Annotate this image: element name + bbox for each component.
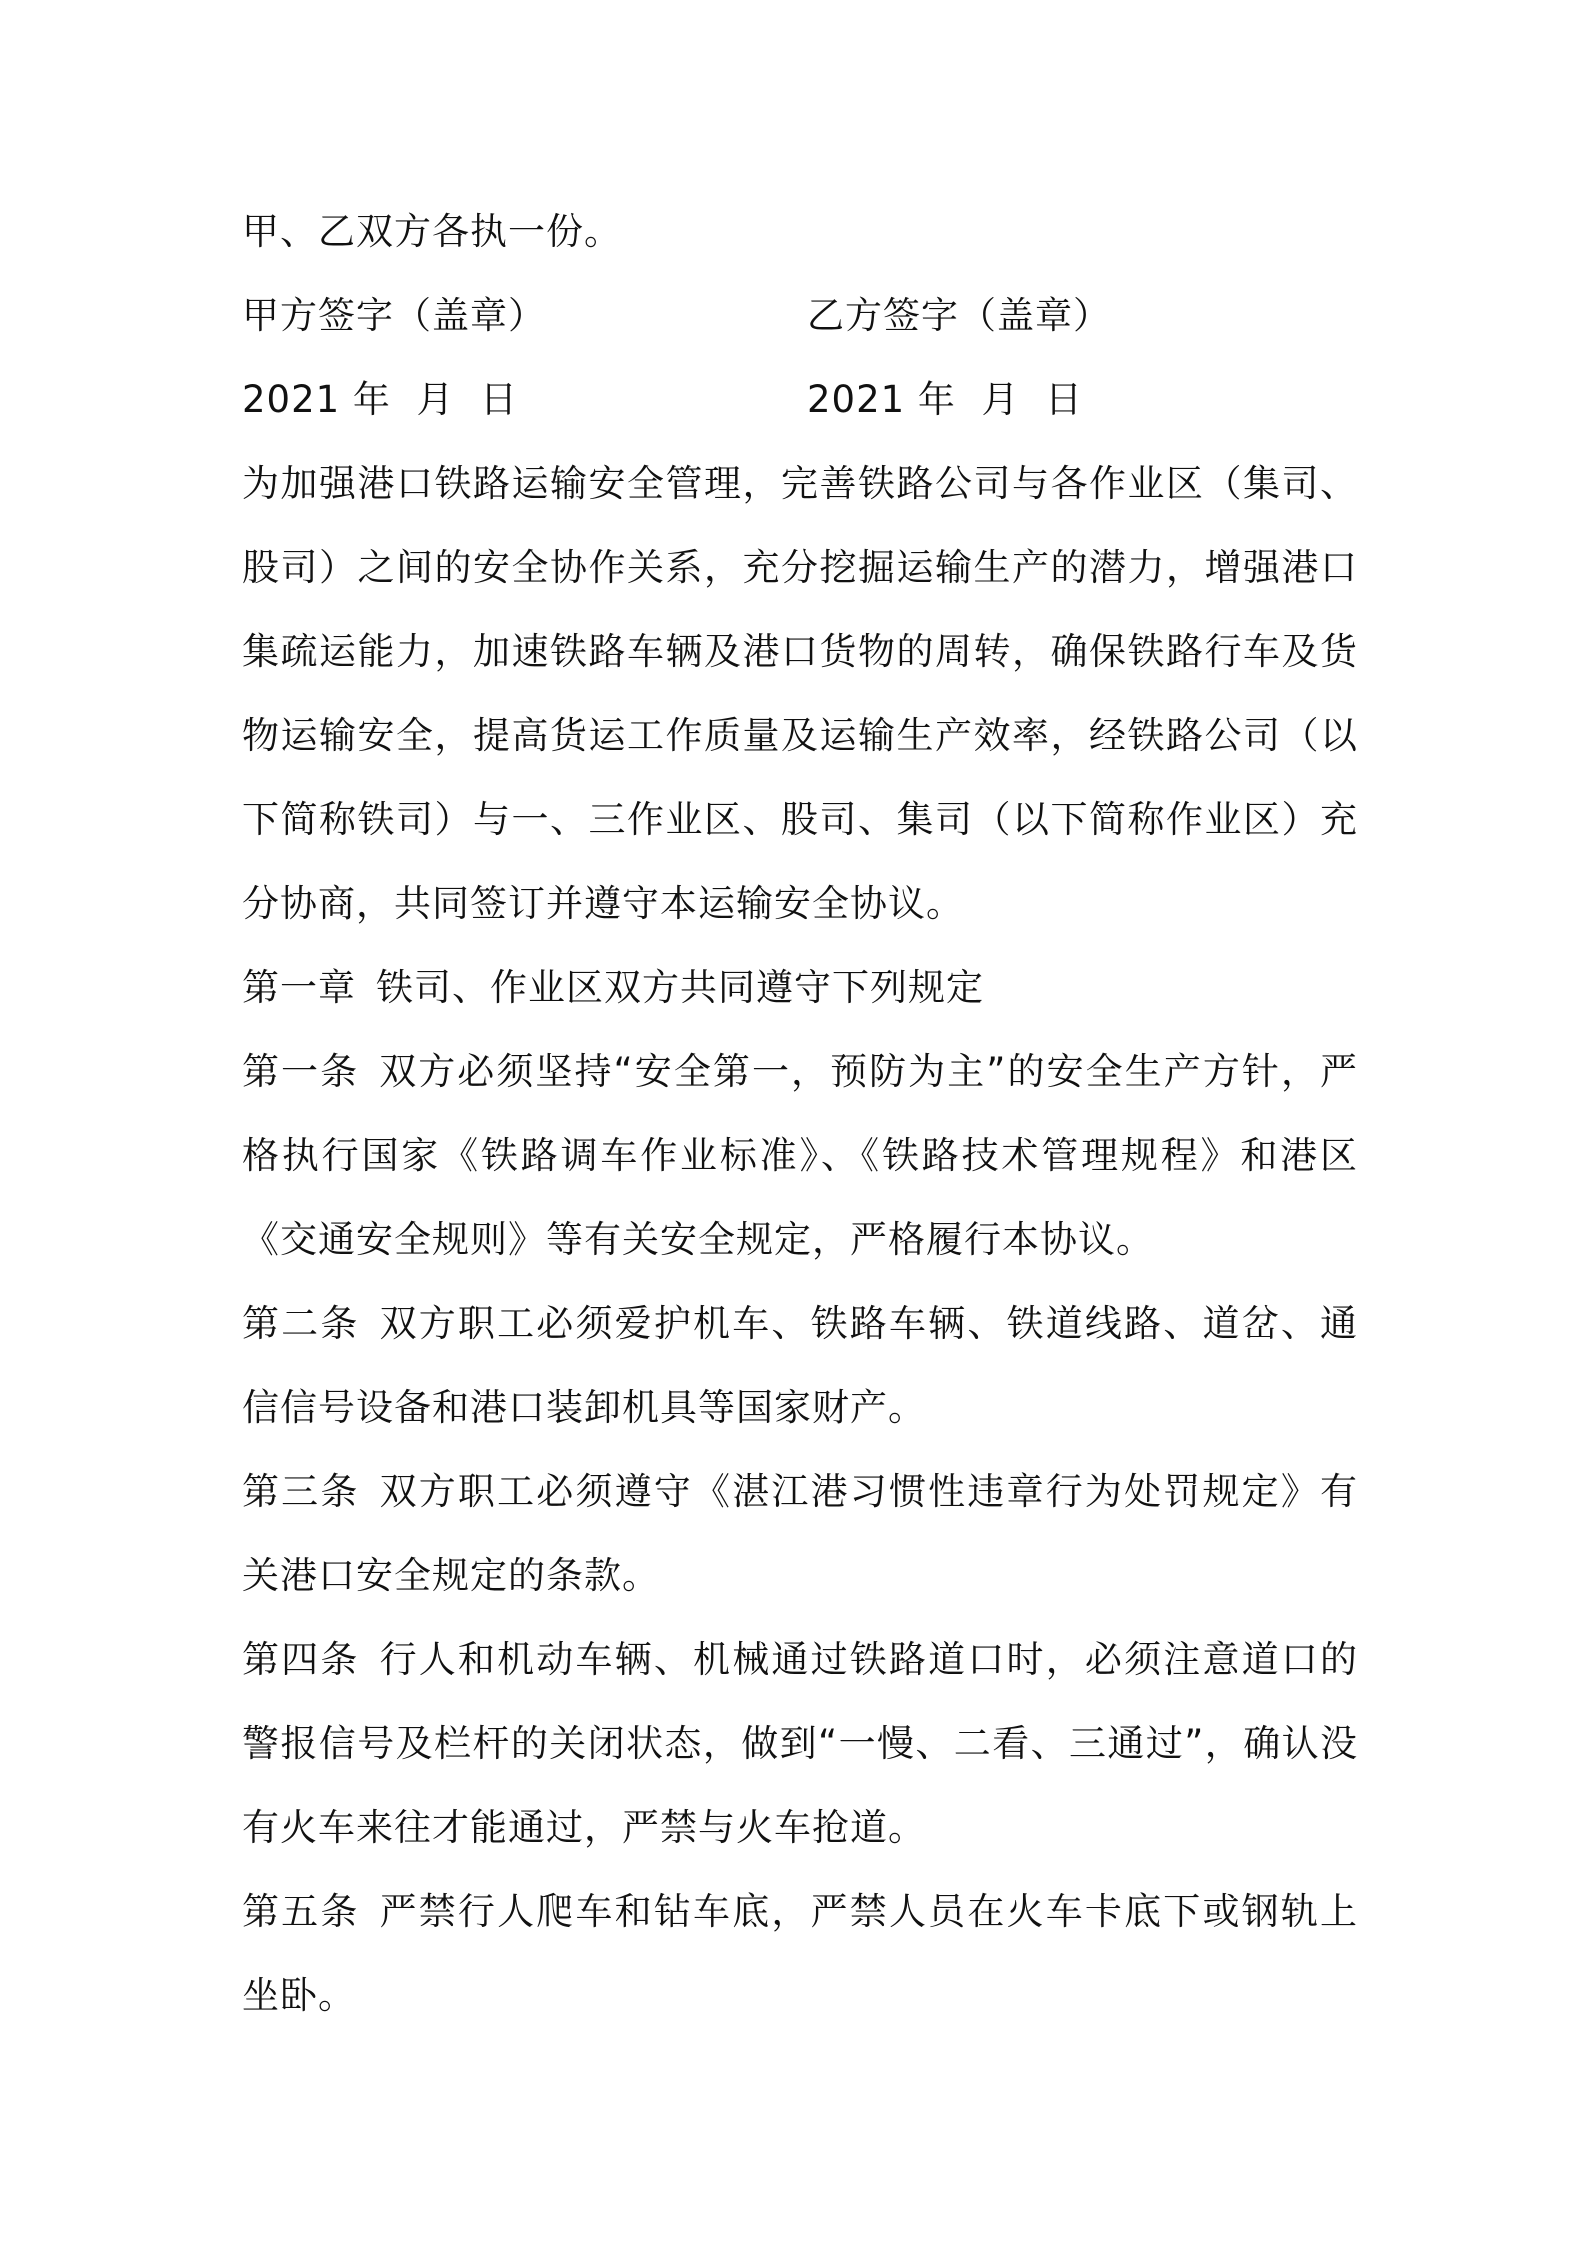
party-b-date: 2021 年 月 日 bbox=[807, 378, 1083, 421]
chapter-title: 铁司、作业区双方共同遵守下列规定 bbox=[376, 966, 984, 1009]
article-label: 第三条 bbox=[242, 1470, 360, 1513]
article-label: 第一条 bbox=[242, 1050, 360, 1093]
preamble-paragraph: 为加强港口铁路运输安全管理，完善铁路公司与各作业区（集司、股司）之间的安全协作关系，充分挖掘运输生产的潜力，增强港口集疏运能力，加速铁路车辆及港口货物的周转，确保铁路行车及货物运输安全，提高货运工作质量及运输生产效率，经铁路公司（以下简称铁司）与一、三作业区、股司、集司（以下简称作业区）充分协商，共同签订并遵守本运输安全协议。 bbox=[242, 462, 1358, 925]
article-1 bbox=[242, 1030, 1358, 1282]
article-4 bbox=[242, 1618, 1358, 1870]
article-text: 严禁行人爬车和钻车底，严禁人员在火车卡底下或钢轨上坐卧。 bbox=[242, 1890, 1359, 2017]
article-label: 第四条 bbox=[242, 1638, 360, 1681]
signature-row bbox=[242, 274, 1358, 358]
chapter-label: 第一章 bbox=[242, 966, 356, 1009]
article-text: 双方必须坚持“安全第一，预防为主”的安全生产方针，严格执行国家《铁路调车作业标准》、《铁路技术管理规程》和港区《交通安全规则》等有关安全规定，严格履行本协议。 bbox=[242, 1050, 1359, 1261]
article-text: 双方职工必须爱护机车、铁路车辆、铁道线路、道岔、通信信号设备和港口装卸机具等国家财产。 bbox=[242, 1302, 1359, 1429]
article-text: 双方职工必须遵守《湛江港习惯性违章行为处罚规定》有关港口安全规定的条款。 bbox=[242, 1470, 1359, 1597]
opening-line: 甲、乙双方各执一份。 bbox=[242, 210, 622, 253]
party-a-signature-label: 甲方签字（盖章） bbox=[242, 294, 546, 337]
article-label: 第五条 bbox=[242, 1890, 360, 1933]
article-3 bbox=[242, 1450, 1358, 1618]
article-2 bbox=[242, 1282, 1358, 1450]
party-a-date: 2021 年 月 日 bbox=[242, 378, 518, 421]
article-text: 行人和机动车辆、机械通过铁路道口时，必须注意道口的警报信号及栏杆的关闭状态，做到“一慢、二看、三通过”，确认没有火车来往才能通过，严禁与火车抢道。 bbox=[242, 1638, 1359, 1849]
article-label: 第二条 bbox=[242, 1302, 360, 1345]
date-row bbox=[242, 358, 1358, 442]
party-b-signature-label: 乙方签字（盖章） bbox=[807, 294, 1111, 337]
chapter-heading bbox=[242, 946, 1358, 1030]
article-5 bbox=[242, 1870, 1358, 2038]
document-body bbox=[242, 190, 1358, 2038]
